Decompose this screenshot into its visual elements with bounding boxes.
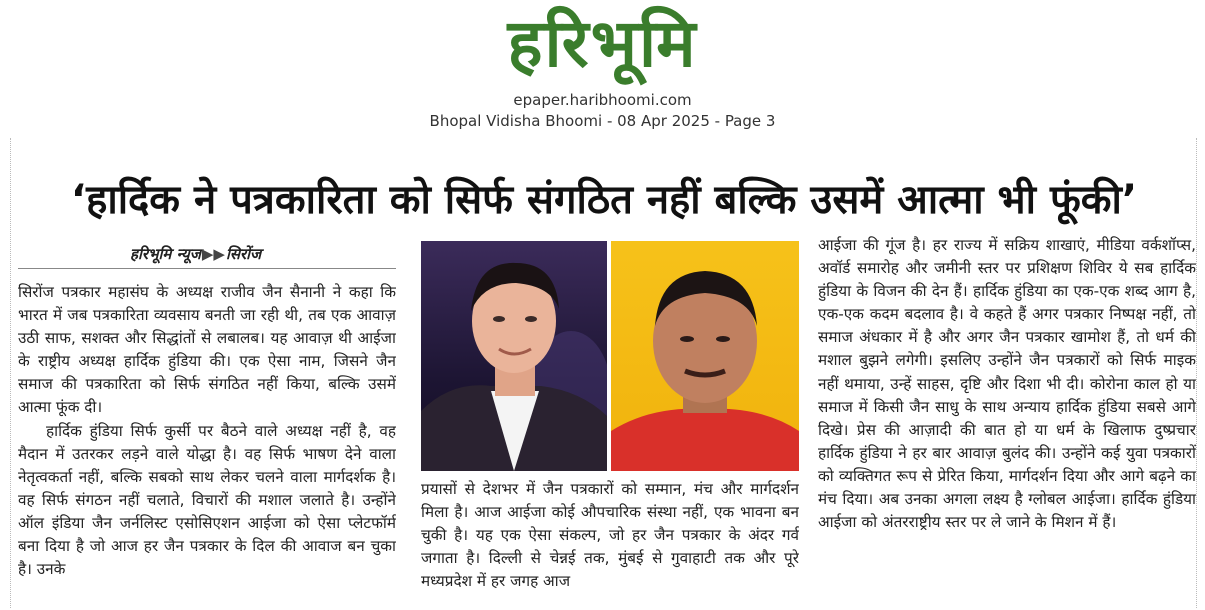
byline-source: हरिभूमि न्यूज: [130, 245, 201, 263]
masthead: [0, 0, 1205, 140]
site-url[interactable]: epaper.haribhoomi.com: [513, 91, 692, 109]
article-paragraph: सिरोंज पत्रकार महासंघ के अध्यक्ष राजीव जैन सैनानी ने कहा कि भारत में जब पत्रकारिता व्यवसाय बनती जा रही थी, तब एक आवाज़ उठी साफ, सशक्त और सिद्धांतों से लबालब। यह आवाज़ थी आईजा के राष्ट्रीय अध्यक्ष हार्दिक हुंडिया की। एक ऐसा नाम, जिसने जैन समाज की पत्रकारिता को सिर्फ संगठित नहीं किया, बल्कि उसमें आत्मा फूंक दी।: [18, 283, 396, 417]
byline-arrows-icon: ▶▶: [201, 245, 225, 263]
portrait-illustration: [421, 241, 607, 471]
article-column-3: [818, 234, 1196, 604]
byline: [130, 242, 400, 268]
byline-rule: [18, 268, 396, 269]
article-paragraph: प्रयासों से देशभर में जैन पत्रकारों को सम्मान, मंच और मार्गदर्शन मिला है। आज आईजा कोई औपचारिक संस्था नहीं, एक भावना बन चुकी है। यह एक ऐसा संकल्प, जो हर जैन पत्रकार के अंदर गर्व जगाता है। दिल्ली से चेन्नई तक, मुंबई से गुवाहाटी तक और पूरे मध्यप्रदेश में हर जगह आज: [421, 480, 799, 591]
portrait-illustration: [611, 241, 799, 471]
article-column-2: [421, 478, 799, 604]
column-divider-right: [1196, 138, 1198, 608]
article-column-1: [18, 281, 396, 599]
portrait-photo-rajeev: [611, 241, 799, 471]
article-paragraph: हार्दिक हुंडिया सिर्फ कुर्सी पर बैठने वाले अध्यक्ष नहीं है, वह मैदान में उतरकर लड़ने वाले योद्धा है। वह सिर्फ भाषण देने वाला नेतृत्वकर्ता नहीं, बल्कि सबको साथ लेकर चलने वाला मार्गदर्शक है। वह सिर्फ संगठन नहीं चलाते, विचारों की मशाल जलाते है। उन्होंने ऑल इंडिया जैन जर्नलिस्ट एसोसिएशन आईजा को ऐसा प्लेटफॉर्म बना दिया है जो आज हर जैन पत्रकार के दिल की आवाज बन चुका है। उनके: [18, 421, 396, 579]
portrait-photo-hardik: [421, 241, 607, 471]
article-paragraph: आईजा की गूंज है। हर राज्य में सक्रिय शाखाएं, मीडिया वर्कशॉप्स, अवॉर्ड समारोह और जमीनी स्तर पर प्रशिक्षण शिविर ये सब हार्दिक हुंडिया के विजन की देन हैं। हार्दिक हुंडिया का एक-एक शब्द आग है, एक-एक कदम बदलाव है। वे कहते हैं अगर पत्रकार निष्पक्ष नहीं, तो समाज अंधकार में है और अगर जैन पत्रकार खामोश हैं, तो धर्म की मशाल बुझने लगेगी। इसलिए उन्होंने जैन पत्रकारों को सिर्फ माइक नहीं थमाया, उन्हें साहस, दृष्टि और दिशा भी दी। कोरोना काल हो या समाज में किसी जैन साधु के साथ अन्याय हार्दिक हुंडिया सबसे आगे दिखे। प्रेस की आज़ादी की बात हो या धर्म के खिलाफ दुष्प्रचार हार्दिक हुंडिया ने हर बार आवाज़ बुलंद की। उन्होंने कई युवा पत्रकारों को व्यक्तिगत रूप से प्रेरित किया, मार्गदर्शन दिया और आगे बढ़ने का मंच दिया। अब उनका अगला लक्ष्य है ग्लोबल आईजा। हार्दिक हुंडिया आईजा को अंतरराष्ट्रीय स्तर पर ले जाने के मिशन में हैं।: [818, 236, 1196, 532]
byline-place: सिरोंज: [225, 245, 262, 263]
edition-line: Bhopal Vidisha Bhoomi - 08 Apr 2025 - Page 3: [429, 112, 776, 130]
article-headline: ‘हार्दिक ने पत्रकारिता को सिर्फ संगठित नहीं बल्कि उसमें आत्मा भी फूंकी’: [70, 177, 1138, 223]
column-divider-left: [10, 138, 12, 608]
newspaper-logo: हरिभूमि: [507, 5, 698, 82]
